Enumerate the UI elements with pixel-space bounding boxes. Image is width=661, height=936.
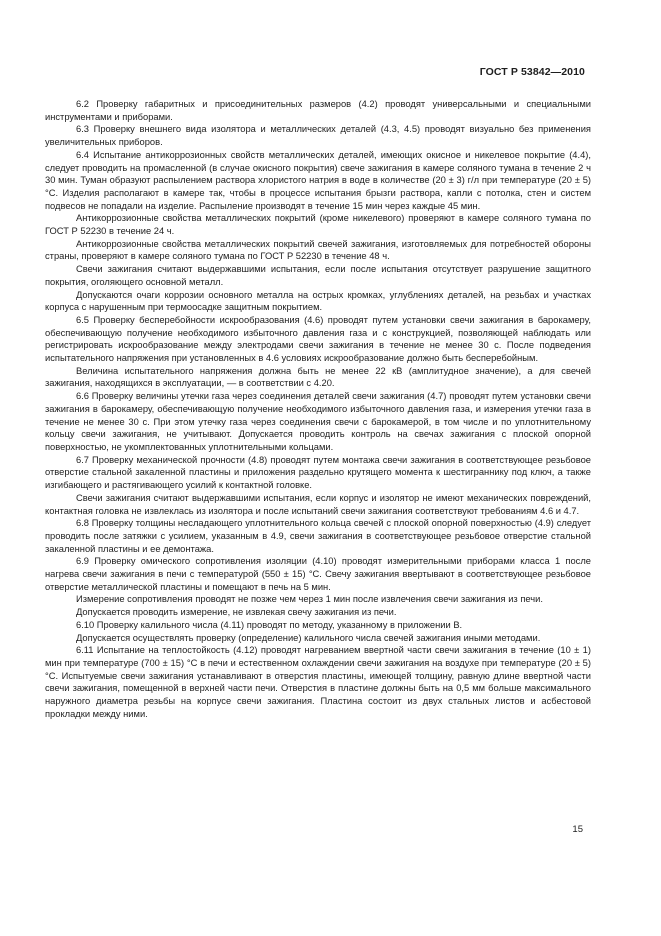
paragraph-6-4-criteria: Свечи зажигания считают выдержавшими испытания, если после испытания отсутствует разрушение защитного покрытия, оголяющего основной металл.: [45, 264, 591, 287]
paragraph-6-6: 6.6 Проверку величины утечки газа через соединения деталей свечи зажигания (4.7) проводят путем установки свечи зажигания в барокамеру, обеспечивающую получение необходимого избыточного давления газа, и измерения утечки газа в течение не менее 30 с. При этом утечку газа через соединения свечи с барокамерой, в том числе и по уплотнительному кольцу свечи зажигания, не учитывают. Допускается проводить контроль на свечах зажигания с плоской опорной поверхностью, не укомплектованных уплотнительными кольцами.: [45, 391, 591, 452]
paragraph-6-9-allowance: Допускается проводить измерение, не извлекая свечу зажигания из печи.: [76, 607, 397, 618]
paragraph-6-5: 6.5 Проверку бесперебойности искрообразования (4.6) проводят путем установки свечи зажигания в барокамеру, обеспечивающую получение необходимого избыточного давления газа и с конструкцией, позволяющей наблюдать или регистрировать искрообразование между электродами свечи зажигания в течение не менее 30 с. После подведения испытательного напряжения при установленных в 4.6 условиях искрообразование должно быть бесперебойным.: [45, 314, 591, 364]
paragraph-6-4: 6.4 Испытание антикоррозионных свойств металлических деталей, имеющих окисное и никелевое покрытие (4.4), следует проводить на промасленной (в случае окисного покрытия) свече зажигания в камере соляного тумана в течение 2 ч 30 мин. Туман образуют распылением раствора хлористого натрия в воде в количестве (20 ± 3) г/л при температуре (20 ± 5) °С. Изделия располагают в камере так, чтобы в процессе испытания брызги раствора, капли с потолка, стен и систем подвесов не попадали на изделие. Распыление производят в течение 15 мин через каждые 45 мин.: [45, 149, 591, 211]
paragraph-6-4-allowance: Допускаются очаги коррозии основного металла на острых кромках, углублениях деталей, на резьбах и участках корпуса с нарушенным при термоосадке защитным покрытием.: [45, 289, 591, 313]
document-body: [45, 98, 591, 720]
paragraph-6-8: 6.8 Проверку толщины несладающего уплотнительного кольца свечей с плоской опорной поверхностью (4.9) следует проводить после затяжки с усилием, указанным в 4.9, свечи зажигания в соответствующее резьбовое отверстие стальной закаленной пластины и ее демонтажа.: [45, 518, 591, 554]
paragraph-6-9: 6.9 Проверку омического сопротивления изоляции (4.10) проводят измерительными приборами класса 1 после нагрева свечи зажигания в печи с температурой (550 ± 15) °С. Свечу зажигания ввертывают в соответствующее резьбовое отверстие металлической пластины и помещают в печь на 5 мин.: [45, 556, 591, 592]
paragraph-6-9-measurement: Измерение сопротивления проводят не позже чем через 1 мин после извлечения свечи зажигания из печи.: [76, 594, 543, 605]
paragraph-6-7: 6.7 Проверку механической прочности (4.8) проводят путем монтажа свечи зажигания в соответствующее резьбовое отверстие стальной закаленной пластины и приложения раздельно крутящего момента к шестиграннику под ключ, а также изгибающего и растягивающего усилий к контактной головке.: [45, 454, 591, 491]
paragraph-6-10-allowance: Допускается осуществлять проверку (определение) калильного числа свечей зажигания иными методами.: [76, 632, 541, 643]
paragraph-6-7-criteria: Свечи зажигания считают выдержавшими испытания, если корпус и изолятор не имеют механических повреждений, контактная головка не извлеклась из изолятора и после испытаний свечи зажигания соответствуют требованиям 4.6 и 4.7.: [45, 492, 591, 516]
paragraph-6-3: 6.3 Проверку внешнего вида изолятора и металлических деталей (4.3, 4.5) проводят визуально без применения увеличительных приборов.: [45, 124, 591, 148]
paragraph-6-11: 6.11 Испытание на теплостойкость (4.12) проводят нагреванием ввертной части свечи зажигания в течение (10 ± 1) мин при температуре (700 ± 15) °С в печи и естественном охлаждении свечи зажигания на воздухе при температуре (20 ± 5) °С. Испытуемые свечи зажигания устанавливают в отверстия пластины, имеющей толщину, равную длине ввертной части свечи зажигания, помещенной в верхней части печи. Отверстия в пластине должны быть на 0,5 мм больше максимального наружного диаметра резьбы на корпусе свечи зажигания. Пластина состоит из двух стальных листов и асбестовой прокладки между ними.: [45, 645, 591, 719]
paragraph-6-4-defense: Антикоррозионные свойства металлических покрытий свечей зажигания, изготовляемых для потребностей обороны страны, проверяют в камере соляного тумана по ГОСТ Р 52230 в течение 48 ч.: [45, 238, 591, 262]
paragraph-6-5-voltage: Величина испытательного напряжения должна быть не менее 22 кВ (амплитудное значение), а для свечей зажигания, находящихся в эксплуатации, — в соответствии с 4.20.: [45, 365, 591, 389]
page-number: 15: [572, 824, 583, 835]
standard-number-header: ГОСТ Р 53842—2010: [479, 66, 585, 78]
paragraph-6-4-coatings: Антикоррозионные свойства металлических покрытий (кроме никелевого) проверяют в камере соляного тумана по ГОСТ Р 52230 в течение 24 ч.: [45, 213, 591, 237]
paragraph-6-2: 6.2 Проверку габаритных и присоединительных размеров (4.2) проводят универсальными и специальными инструментами и приборами.: [45, 99, 591, 122]
paragraph-6-10: 6.10 Проверку калильного числа (4.11) проводят по методу, указанному в приложении В.: [76, 619, 463, 630]
